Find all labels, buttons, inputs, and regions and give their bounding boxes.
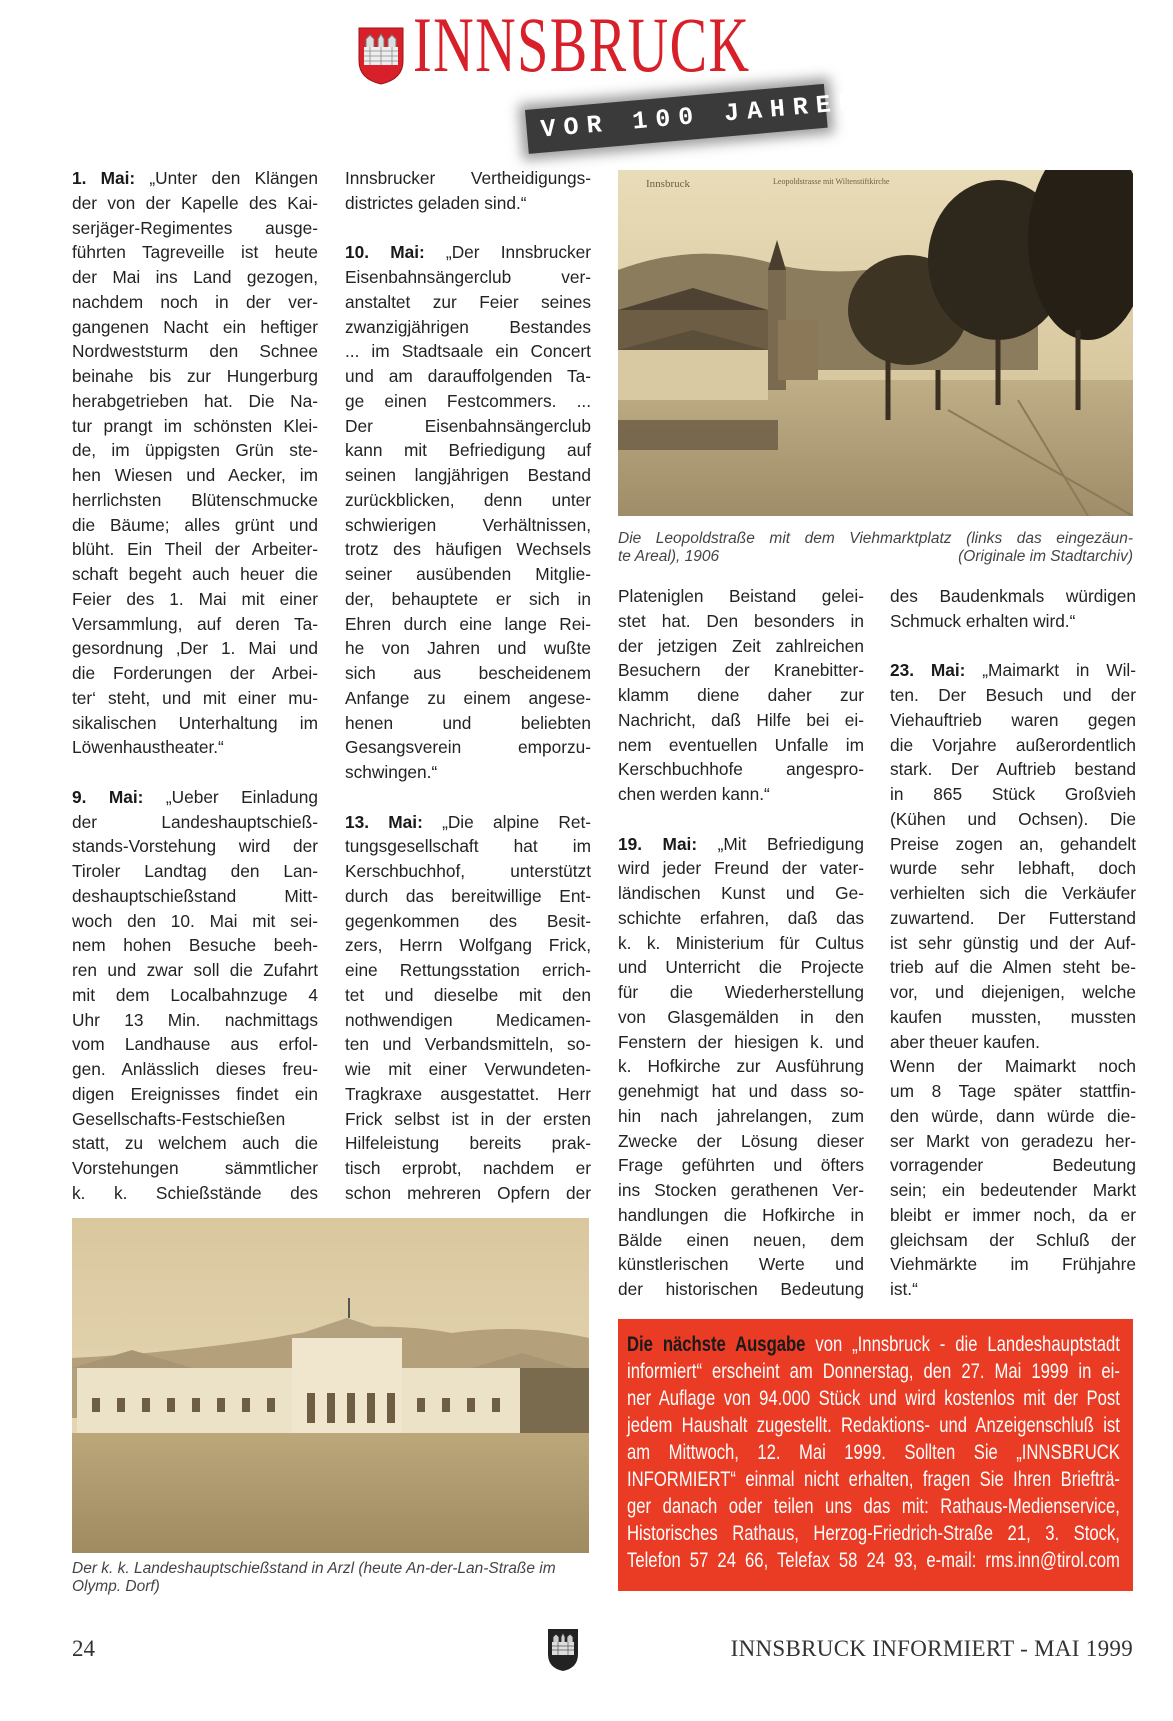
text-line: handlungen die Hofkirche in [618, 1204, 864, 1225]
text-line: Viehauftrieb waren gegen [890, 709, 1136, 730]
text-line: Hilfeleistung bereits prak- [345, 1133, 591, 1154]
text-line: tet und dieselbe mit den [345, 984, 591, 1005]
photo-credit: (Originale im Stadtarchiv) [958, 548, 1133, 565]
text-line: Schmuck erhalten wird.“ [890, 610, 1076, 631]
text-line: ten. Der Besuch und der [890, 685, 1136, 705]
text-line: bleibt er immer noch, da er [890, 1204, 1136, 1225]
text-line: stands-Vorstehung wird der [72, 836, 318, 857]
text-line: Kerschbuchhof, unterstützt [345, 861, 591, 881]
text-line: trotz des häufigen Wechsels [345, 539, 591, 560]
text-line: Versammlung, auf deren Ta- [72, 613, 318, 634]
text-line: Nachricht, daß Hilfe bei ei- [618, 709, 864, 730]
text-line: schichte erfahren, daß das [618, 907, 864, 928]
text-line: chen werden kann.“ [618, 784, 770, 804]
text-line: die Forderungen der Arbei- [72, 663, 318, 683]
paragraph-gap [345, 216, 591, 241]
leopoldstrasse-photo [618, 170, 1133, 516]
text-line: ger danach oder teilen uns das mit: Rathaus-Medienservice, [627, 1494, 1120, 1518]
text-line: seiner ausübenden Mitglie- [345, 564, 591, 584]
photo-caption-leopoldstrasse [618, 530, 1133, 566]
text-line: und am darauffolgenden Ta- [345, 366, 591, 386]
text-line: Vorstehungen sämmtlicher [72, 1158, 318, 1178]
text-line: Uhr 13 Min. nachmittags [72, 1009, 318, 1030]
text-line: in 865 Stück Großvieh [890, 784, 1136, 804]
text-line: kaufen mussten, mussten [890, 1006, 1136, 1027]
paragraph-gap [618, 807, 864, 832]
date-lead: 10. Mai: [345, 242, 425, 263]
text-line: nothwendigen Medicamen- [345, 1009, 591, 1030]
text-line: seinen langjährigen Bestand [345, 465, 591, 485]
text-line: schwierigen Verhältnissen, [345, 514, 591, 535]
text-line: ländischen Kunst und Ge- [618, 883, 864, 903]
text-line: herabgetrieben hat. Die Na- [72, 390, 318, 411]
text-line: blüht. Ein Theil der Arbeiter- [72, 539, 318, 560]
text-line: serjäger-Regimentes ausge- [72, 217, 318, 238]
text-line: durch das bereitwillige Ent- [345, 885, 591, 906]
text-line: führten Tagreveille ist heute [72, 242, 318, 263]
date-lead: 1. Mai: [72, 168, 136, 188]
text-line: Anfange zu einem angese- [345, 687, 591, 708]
text-line: k. k. Schießstände des [72, 1182, 318, 1203]
text-line: k. Hofkirche zur Ausführung [618, 1056, 864, 1077]
text-line: tungsgesellschaft hat im [345, 836, 591, 857]
text-line: Wenn der Maimarkt noch [890, 1056, 1136, 1077]
date-lead: 13. Mai: [345, 811, 423, 832]
line-text: von „Innsbruck - die Landeshauptstadt [805, 1332, 1120, 1356]
text-line: stark. Der Auftrieb bestand [890, 759, 1136, 780]
text-line: klamm diene daher zur [618, 685, 864, 705]
text-line: Gesangsverein emporzu- [345, 737, 591, 758]
text-line: Kerschbuchhofe angespro- [618, 759, 864, 780]
date-lead: 9. Mai: [72, 786, 144, 807]
text-line: und Unterricht die Projecte [618, 957, 864, 978]
text-line: zwanzigjährigen Bestandes [345, 316, 591, 337]
text-line: verhielten sich die Verkäufer [890, 883, 1136, 903]
text-line: den würde, dann würde die- [890, 1105, 1136, 1126]
text-line: (Kühen und Ochsen). Die [890, 808, 1136, 829]
text-line: vom Landhause aus erfol- [72, 1034, 318, 1055]
text-line: ten und Verbandsmitteln, so- [345, 1034, 591, 1055]
text-line: sich aus bescheidenem [345, 663, 591, 683]
paragraph-gap [345, 785, 591, 810]
text-line: trieb auf die Almen steht be- [890, 957, 1136, 978]
paragraph [890, 584, 1136, 634]
text-line: gangenen Nacht ein heftiger [72, 316, 318, 337]
text-line [345, 240, 591, 265]
text-line: schaft begeht auch heuer die [72, 564, 318, 584]
paragraph-gap [890, 634, 1136, 659]
text-line: zers, Herrn Wolfgang Frick, [345, 935, 591, 956]
text-line: ren und zwar soll die Zufahrt [72, 960, 318, 980]
text-line: beinahe bis zur Hungerburg [72, 366, 318, 386]
text-line [72, 785, 318, 810]
text-line: henen und beliebten [345, 712, 591, 733]
text-line: ins Stocken gerathenen Ver- [618, 1180, 864, 1200]
text-line: Zwecke der Lösung dieser [618, 1130, 864, 1151]
line-text: „Maimarkt in Wil- [965, 660, 1137, 681]
text-line: sikalischen Unterhaltung im [72, 712, 318, 733]
text-line: digen Ereignisses findet ein [72, 1083, 318, 1104]
text-line: Der Eisenbahnsängerclub [345, 415, 591, 436]
text-line [72, 166, 318, 191]
text-line: ge einen Festcommers. ... [345, 390, 591, 411]
caption-line: Die Leopoldstraße mit dem Viehmarktplatz (links das eingezäun- [618, 530, 1133, 547]
vor-100-jahren-banner [525, 84, 863, 154]
text-line: k. k. Ministerium für Cultus [618, 932, 864, 953]
text-line: tisch erprobt, nachdem er [345, 1158, 591, 1178]
page-number: 24 [72, 1636, 95, 1661]
text-line: Innsbrucker Vertheidigungs- [345, 168, 591, 188]
text-line: vorragender Bedeutung [890, 1155, 1136, 1176]
text-line: wie mit einer Verwundeten- [345, 1059, 591, 1079]
paragraph [345, 166, 591, 216]
text-line: herrlichsten Blütenschmucke [72, 489, 318, 510]
photo-label-street: Leopoldstrasse mit Wiltenstiftkirche [773, 177, 890, 186]
text-line: zurückblicken, denn unter [345, 489, 591, 510]
text-line: vor, und diejenigen, welche [890, 982, 1136, 1002]
text-line: ner Auflage von 94.000 Stück und wird kostenlos mit der Post [627, 1386, 1120, 1410]
text-line: Fenstern der hiesigen k. und [618, 1031, 864, 1052]
text-line: aber theuer kaufen. [890, 1031, 1040, 1052]
text-line: stet hat. Den besonders in [618, 610, 864, 631]
line-text: „Der Innsbrucker [424, 242, 591, 263]
text-line: die Bäume; alles grünt und [72, 514, 318, 535]
text-line: für die Wiederherstellung [618, 982, 864, 1002]
text-line: districtes geladen sind.“ [345, 192, 527, 213]
text-line: Feier des 1. Mai mit einer [72, 588, 318, 609]
text-line: gesordnung ‚Der 1. Mai und [72, 638, 318, 659]
text-line: Löwenhaustheater.“ [72, 737, 224, 758]
text-line: Telefon 57 24 66, Telefax 58 24 93, e-mail: rms.inn@tirol.com [627, 1548, 1120, 1572]
paragraph [618, 832, 864, 1302]
text-line: Plateniglen Beistand gelei- [618, 586, 864, 606]
masthead-title: INNSBRUCK [413, 1, 751, 88]
text-line: hin nach jahrelangen, zum [618, 1105, 864, 1126]
text-line: sein; ein bedeutender Markt [890, 1180, 1136, 1200]
text-line: hen Wiesen und Aecker, im [72, 465, 318, 485]
text-line: gegenkommen des Besit- [345, 910, 591, 931]
paragraph [345, 810, 591, 1206]
next-issue-notice [618, 1319, 1133, 1591]
text-line: Tragkraxe ausgestattet. Herr [345, 1083, 591, 1104]
text-line: Tiroler Landtag den Lan- [72, 861, 318, 881]
text-line: he von Jahren und wußte [345, 638, 591, 659]
text-line: schon mehreren Opfern der [345, 1182, 591, 1203]
text-line: kann mit Befriedigung auf [345, 440, 591, 461]
article-column-3 [618, 584, 864, 1302]
paragraph [345, 240, 591, 785]
text-line: deshauptschießstand Mitt- [72, 885, 318, 906]
text-line: des Baudenkmals würdigen [890, 586, 1136, 606]
text-line: nachdem noch in der ver- [72, 291, 318, 312]
text-line [618, 832, 864, 857]
line-text: „Unter den Klängen [135, 168, 319, 188]
text-line [890, 658, 1136, 683]
landeshauptschiessstand-photo [72, 1218, 589, 1553]
text-line: Historisches Rathaus, Herzog-Friedrich-Straße 21, 3. Stock, [627, 1521, 1120, 1545]
text-line: woch den 10. Mai mit sei- [72, 910, 318, 931]
text-line: ... im Stadtsaale ein Concert [345, 341, 591, 362]
text-line: ser Markt von geradezu her- [890, 1130, 1136, 1151]
text-line: de, im üppigsten Grün ste- [72, 440, 318, 461]
text-line: Gesellschafts-Festschießen [72, 1108, 286, 1129]
text-line: INFORMIERT“ einmal nicht erhalten, fragen Sie Ihren Briefträ- [627, 1467, 1120, 1491]
paragraph [618, 584, 864, 807]
text-line: statt, zu welchem auch die [72, 1133, 318, 1154]
text-line: genehmigt hat und dass so- [618, 1081, 864, 1101]
text-line: anstaltet zur Feier seines [345, 291, 591, 312]
innsbruck-crest-footer-icon [547, 1628, 579, 1672]
text-line: künstlerischen Werte und [618, 1254, 864, 1275]
text-line: Preise zogen an, gehandelt [890, 833, 1136, 854]
text-line: informiert“ erscheint am Donnerstag, den 27. Mai 1999 in ei- [627, 1359, 1120, 1383]
caption-line: te Areal), 1906 [618, 548, 720, 565]
photo-label-city: Innsbruck [646, 178, 690, 190]
photo-caption-schiessstand: Der k. k. Landeshauptschießstand in Arzl (heute An-der-Lan-Straße im Olymp. Dorf) [72, 1560, 556, 1595]
text-line: mit dem Localbahnzuge 4 [72, 984, 318, 1005]
text-line: Nordweststurm den Schnee [72, 341, 318, 362]
date-lead: 23. Mai: [890, 660, 966, 681]
text-line: Ehren durch eine lange Rei- [345, 613, 591, 634]
text-line: Eisenbahnsängerclub ver- [345, 267, 591, 287]
paragraph [890, 658, 1136, 1054]
article-column-2 [345, 166, 591, 1206]
text-line: wurde sehr lebhaft, doch [890, 858, 1136, 879]
text-line: Viehmärkte im Frühjahre [890, 1254, 1136, 1275]
paragraph-gap [72, 760, 318, 785]
text-line: schwingen.“ [345, 762, 438, 782]
text-line: zuwartend. Der Futterstand [890, 907, 1136, 928]
text-line: tur prangt im schönsten Klei- [72, 415, 318, 436]
text-line: nem hohen Besuche beeh- [72, 935, 318, 956]
text-line: der jetzigen Zeit zahlreichen [618, 635, 864, 656]
text-line: die Vorjahre außerordentlich [890, 734, 1136, 755]
text-line: eine Rettungsstation errich- [345, 960, 591, 980]
article-column-1 [72, 166, 318, 1206]
line-text: „Mit Befriedigung [697, 833, 865, 854]
text-line: Besuchern der Kranebitter- [618, 660, 864, 681]
article-column-4 [890, 584, 1136, 1302]
text-line: gen. Anlässlich dieses freu- [72, 1059, 318, 1079]
text-line: der Mai ins Land gezogen, [72, 267, 318, 287]
text-line: ist sehr günstig und der Auf- [890, 932, 1136, 953]
text-line: gleichsam der Schluß der [890, 1229, 1136, 1250]
date-lead: Die nächste Ausgabe [627, 1332, 806, 1356]
text-line [627, 1331, 1120, 1358]
paragraph [72, 166, 318, 760]
text-line: ist.“ [890, 1279, 918, 1299]
text-line: Frage geführten und öfters [618, 1155, 864, 1176]
text-line: der, behauptete er sich in [345, 588, 591, 609]
line-text: „Ueber Einladung [143, 786, 318, 807]
text-line: jedem Haushalt zugestellt. Redaktions- und Anzeigenschluß ist [627, 1413, 1120, 1437]
line-text: „Die alpine Ret- [422, 811, 591, 832]
innsbruck-coat-of-arms-icon [358, 27, 404, 85]
paragraph [890, 1054, 1136, 1302]
text-line: wird jeder Freund der vater- [618, 858, 864, 879]
text-line: ter‘ steht, und mit einer mu- [72, 687, 318, 708]
banner-text: VOR 100 JAHREN [539, 87, 863, 145]
text-line: Frick selbst ist in der ersten [345, 1108, 591, 1129]
text-line: von Glasgemälden in den [618, 1006, 864, 1027]
text-line [345, 810, 591, 835]
text-line: um 8 Tage später stattfin- [890, 1081, 1136, 1101]
text-line: der von der Kapelle des Kai- [72, 192, 318, 213]
text-line: nem eventuellen Unfalle im [618, 734, 864, 755]
paragraph [72, 785, 318, 1206]
text-line: am Mittwoch, 12. Mai 1999. Sollten Sie „INNSBRUCK [627, 1440, 1120, 1464]
publication-title: INNSBRUCK INFORMIERT - MAI 1999 [730, 1636, 1133, 1661]
text-line: der Landeshauptschieß- [72, 811, 318, 832]
text-line: der historischen Bedeutung [618, 1279, 864, 1299]
date-lead: 19. Mai: [618, 833, 698, 854]
text-line: Bälde einen neuen, dem [618, 1229, 864, 1250]
